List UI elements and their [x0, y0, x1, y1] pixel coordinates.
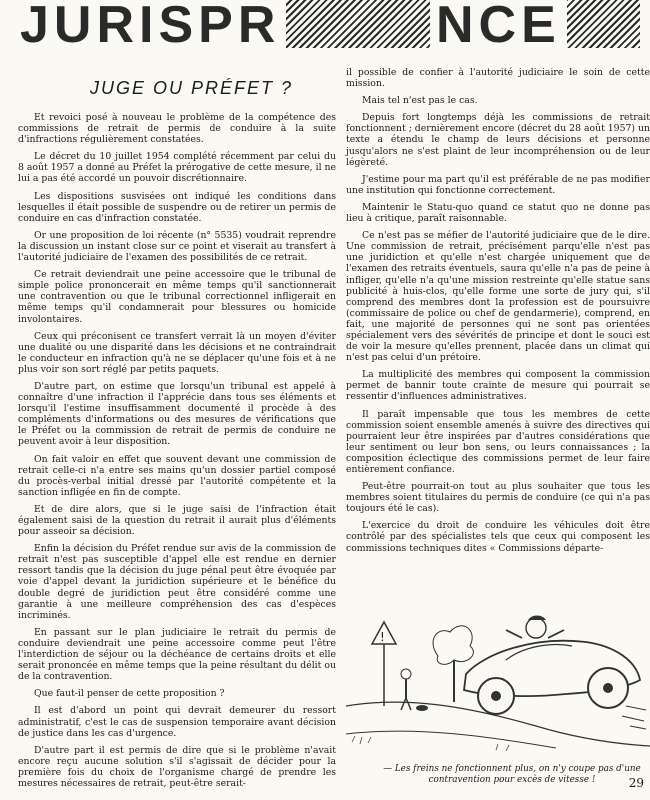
paragraph: Or une proposition de loi récente (n° 5535) voudrait reprendre la discussion un instant close sur ce point et viserait au transfert à l'autorité judiciaire de l'examen des possibilités de ce retrait.: [18, 229, 336, 264]
cartoon-caption: — Les freins ne fonctionnent plus, on n'y coupe pas d'une contravention pour excès de vitesse !: [383, 764, 641, 785]
paragraph: D'autre part il est permis de dire que si le problème n'avait encore reçu aucune solution s'il s'agissait de décider pour la première fois du choix de l'organisme chargé de prendre les mesures nécessaires de retrait, peut-être serait-: [18, 744, 336, 789]
paragraph: Les dispositions susvisées ont indiqué les conditions dans lesquelles il était possible de suspendre ou de retirer un permis de conduire en cas d'infraction constatée.: [18, 190, 336, 224]
paragraph: Peut-être pourrait-on tout au plus souhaiter que tous les membres soient titulaires du permis de conduire (ce qui n'a pas toujours été le cas).: [346, 481, 650, 515]
banner-word-left: JURISPR: [14, 0, 286, 48]
paragraph: Et de dire alors, que si le juge saisi de l'infraction était également saisi de la question du retrait il aurait plus d'éléments pour asseoir sa décision.: [18, 503, 336, 538]
paragraph: Ceux qui préconisent ce transfert verrait là un moyen d'éviter une dualité ou une disparité dans les décisions et ne contraindrait le conducteur en infraction qu'à ne se déplacer qu'une fois et à ne plus voir son sort réglé par petits paquets.: [18, 330, 336, 375]
page-number: 29: [628, 776, 644, 790]
paragraph: D'autre part, on estime que lorsqu'un tribunal est appelé à connaître d'une infraction il l'apprécie dans tous ses éléments et lorsqu'il l'estime insuffisamment documenté il procède à des compléments d'informations ou des mesures de vérifications que le Préfet ou la commission de retrait de permis de conduire ne peuvent avoir à leur disposition.: [18, 380, 336, 448]
car-cartoon-illustration: [346, 556, 650, 752]
svg-text:!: !: [380, 630, 385, 644]
paragraph: L'exercice du droit de conduire les véhicules doit être contrôlé par des spécialistes tels que ceux qui composent les commissions techniques dites « Commissions départe-: [346, 520, 650, 554]
paragraph: Il est d'abord un point qui devrait demeurer du ressort administratif, c'est le cas de suspension temporaire avant décision de justice dans les cas d'urgence.: [18, 705, 336, 739]
section-banner: [14, 0, 640, 48]
paragraph: Enfin la décision du Préfet rendue sur avis de la commission de retrait n'est pas susceptible d'appel elle est rendue en dernier ressort tandis que la décision du juge pénal peut être évoquée par voie d'appel devant la juridiction supérieure et le bénéfice du double degré de juridiction peut être considéré comme une garantie à une meilleure compréhension des cas d'espèces incriminés.: [18, 543, 336, 621]
paragraph: Il paraît impensable que tous les membres de cette commission soient ensemble amenés à suivre des directives qui pourraient leur être inspirées par d'autres considérations que leur sentiment ou leur bon sens, ou leurs connaissances ; la composition éclectique des commissions permet de leur faire entièrement confiance.: [346, 408, 650, 475]
article-title: JUGE OU PRÉFET ?: [90, 78, 294, 98]
paragraph: Que faut-il penser de cette proposition ?: [34, 688, 225, 700]
paragraph: Maintenir le Statu-quo quand ce statut quo ne donne pas lieu à critique, paraît raisonnable.: [346, 201, 650, 225]
paragraph: J'estime pour ma part qu'il est préférable de ne pas modifier une institution qui fonctionne correctement.: [346, 173, 650, 196]
banner-word-right: NCE: [430, 0, 567, 48]
paragraph: Ce n'est pas se méfier de l'autorité judiciaire que de le dire. Une commission de retrait, précisément parqu'elle n'est pas une juridiction et qu'elle n'est chargée uniquement que de l'examen des retraits éventuels, saura qu'elle n'a pas de peine à infliger, qu'elle n'a qu'une mission restreinte qu'elle statue sans publicité à huis-clos, qu'elle forme une sorte de jury qui, s'il comprend des membres dont la profession est de poursuivre (commissaire de police ou chef de gendarmerie), comprend, en fait, une majorité de personnes qui ne sont pas orientées spécialement vers des sévérités de principe et dont le souci est de voir la mesure qu'elles prennent, placée dans un climat qui n'est pas celui d'un prétoire.: [346, 230, 650, 364]
right-column: [346, 67, 650, 560]
paragraph: Le décret du 10 juillet 1954 complété récemment par celui du 8 août 1957 a donné au Préfet la prérogative de cette mesure, il ne lui a pas été accordé un pouvoir discrétionnaire.: [18, 151, 336, 185]
left-column: [18, 112, 336, 795]
paragraph-continued: il possible de confier à l'autorité judiciaire le soin de cette mission.: [346, 67, 650, 90]
paragraph: Et revoici posé à nouveau le problème de la compétence des commissions de retrait de permis de conduire à la suite d'infractions régulièrement constatées.: [18, 112, 336, 146]
paragraph: Depuis fort longtemps déjà les commissions de retrait fonctionnent ; dernièrement encore (décret du 28 août 1957) un texte a étendu le champ de leurs décisions et personne jusqu'alors ne s'est plaint de leur incompréhension ou de leur légèreté.: [346, 112, 650, 168]
paragraph: Ce retrait deviendrait une peine accessoire que le tribunal de simple police prononcerait en même temps qu'il sanctionnerait une contravention ou que le tribunal correctionnel infligerait en même temps qu'il condamnerait pour blessures ou homicide involontaires.: [18, 269, 336, 325]
paragraph: En passant sur le plan judiciaire le retrait du permis de conduire deviendrait une peine accessoire comme peut l'être l'interdiction de séjour ou la déchéance de certains droits et elle serait prononcée en même temps que la peine résultant du délit ou de la contravention.: [18, 626, 336, 683]
paragraph: La multiplicité des membres qui composent la commission permet de bannir toute crainte de mesure qui pourrait se ressentir d'influences administratives.: [346, 369, 650, 403]
paragraph: Mais tel n'est pas le cas.: [362, 95, 478, 107]
paragraph: On fait valoir en effet que souvent devant une commission de retrait celle-ci n'a entre ses mains qu'un dossier partiel composé du procès-verbal initial dressé par l'autorité compétente et la sanction infligée en fin de compte.: [18, 453, 336, 498]
